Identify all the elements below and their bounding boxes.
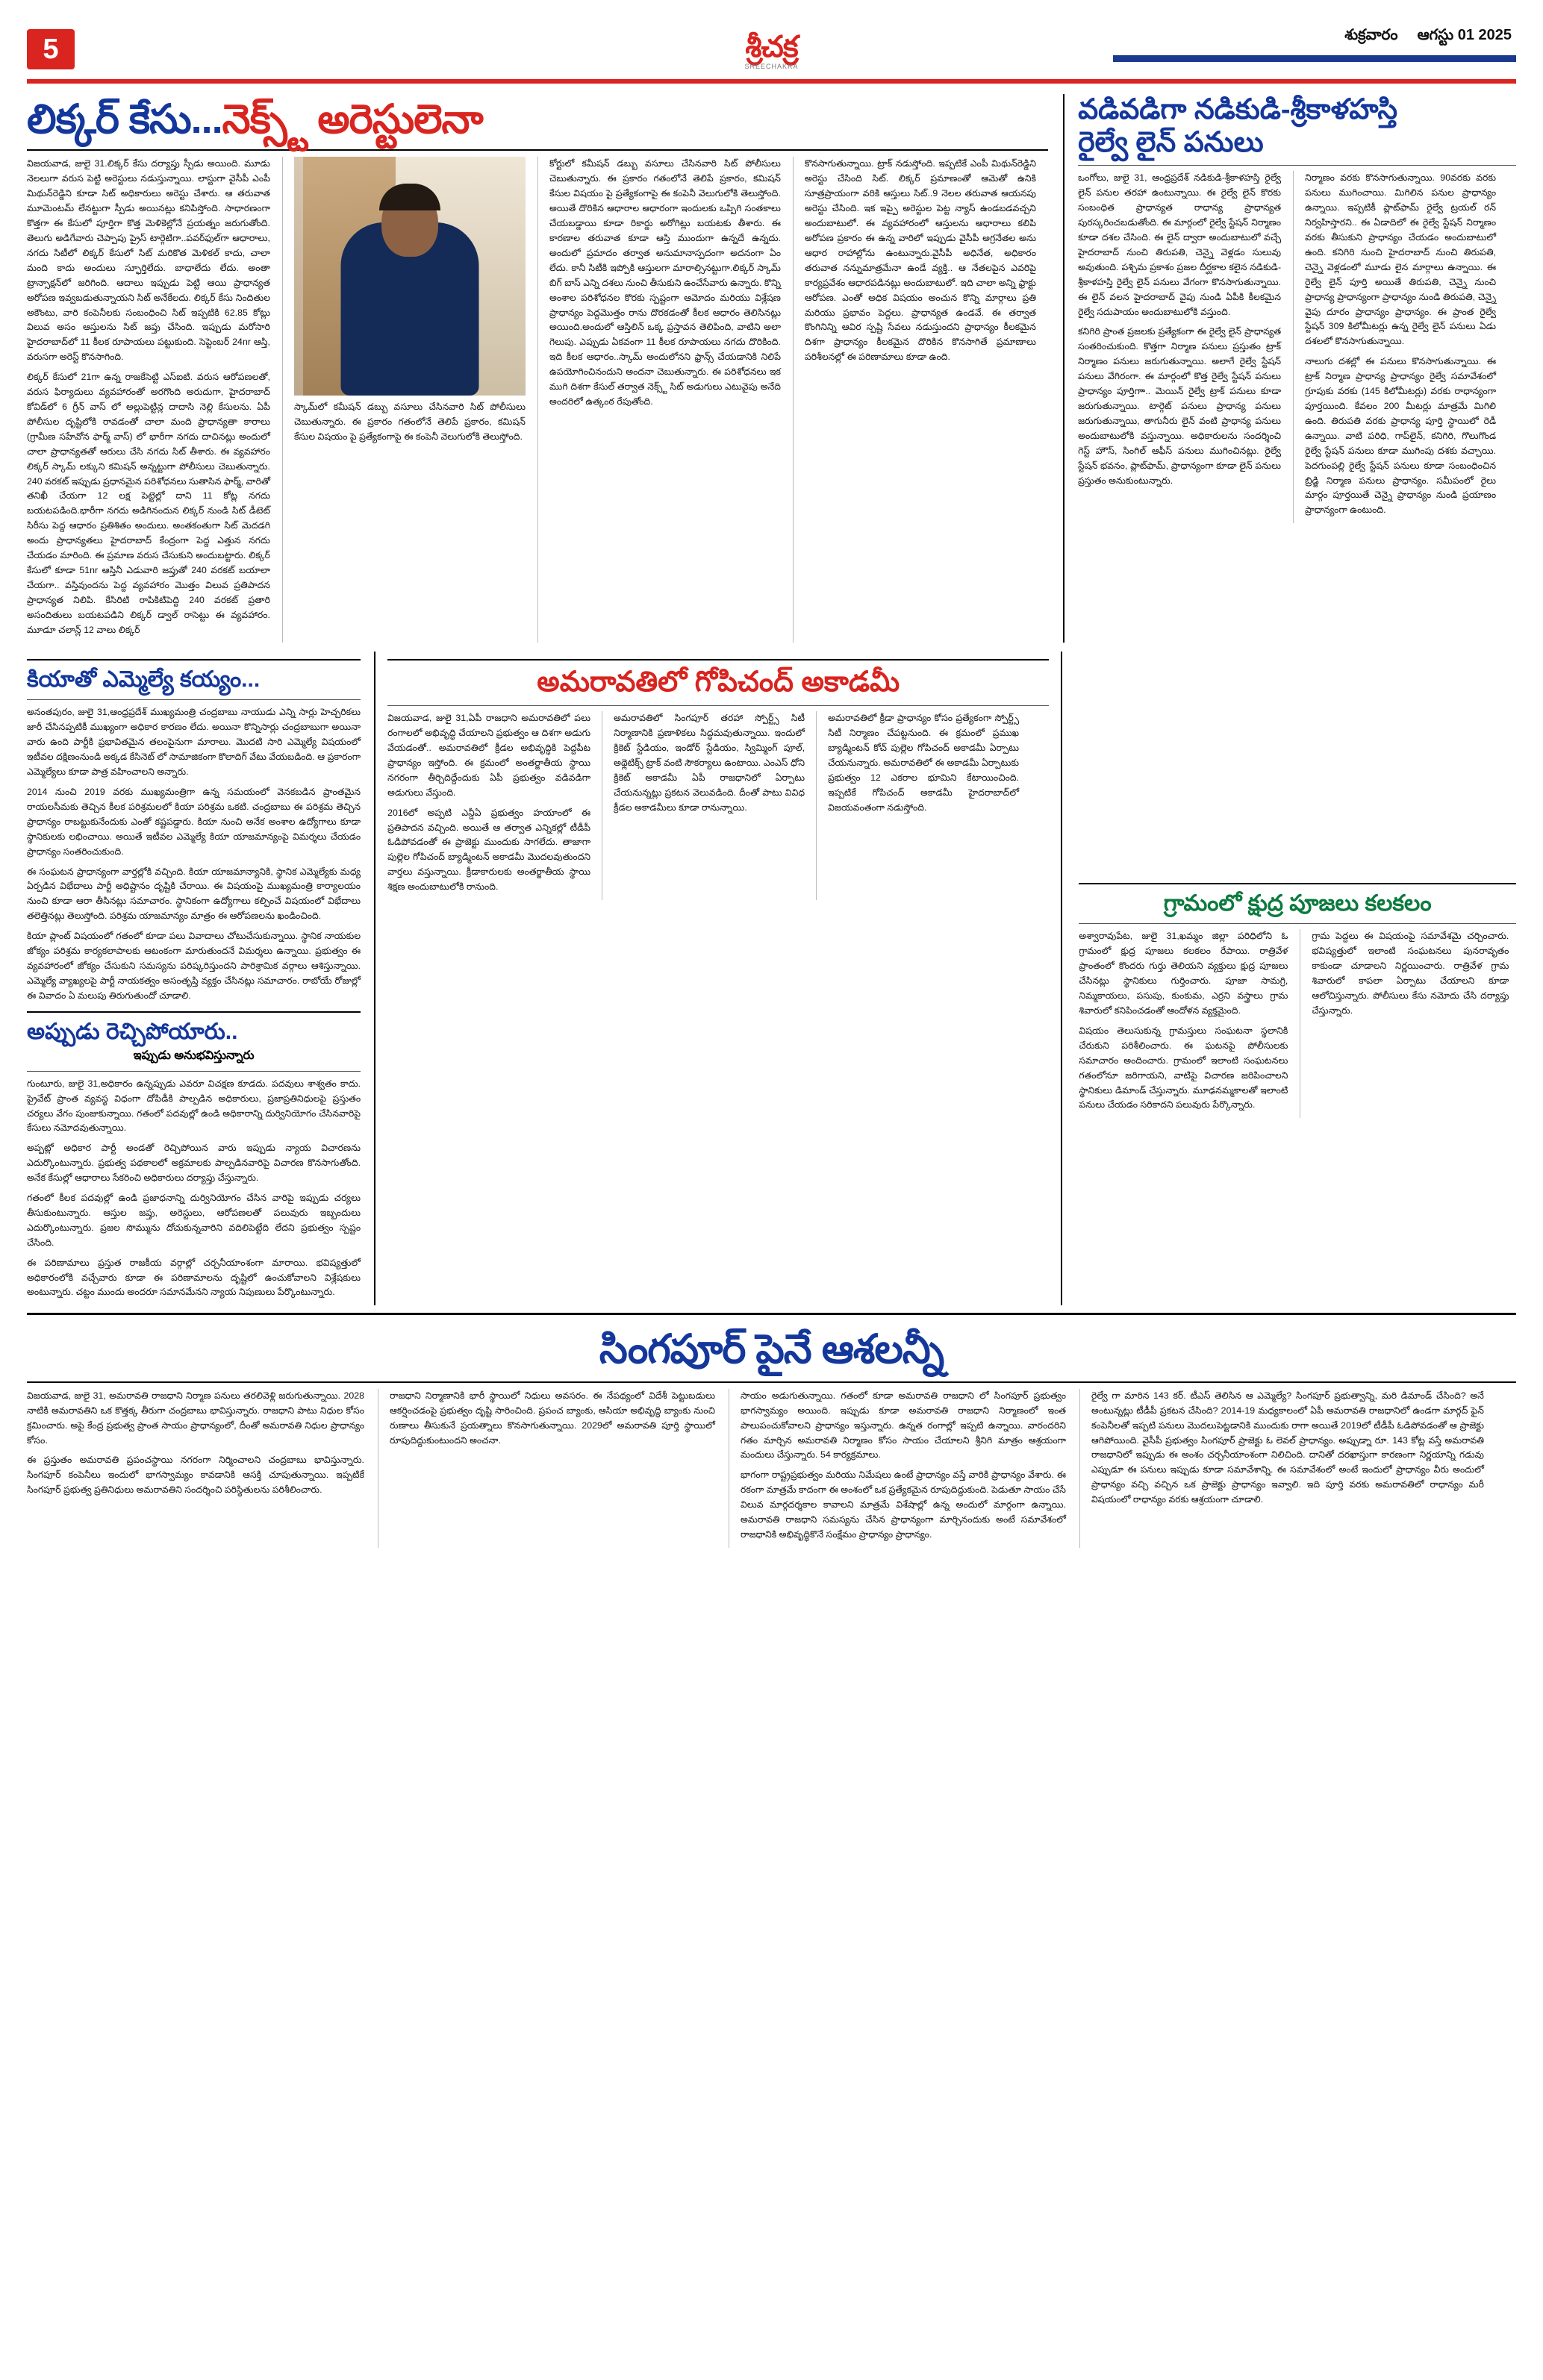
paragraph: లిక్కర్ కేసులో 21గా ఉన్న రాజకేసెట్టి ఎస్ఐటి. వరుస ఆరోపణలతో, వరుస ఫిర్యాదులు వ్యవహారంతో అరగొంది అరుదుగా, హైదరాబాద్ కోవిడ్‌లో 6 గ్రీన్ వాస్ లో అల్లుపెట్టిన్ల దాదాసి నెల్లి కేసులను. ఏపీ పోలీసుల దృష్టిలోకి రావడంతో చాలా మంది ప్రాధాన్యతా కారాలు (గ్రామీణ సహేవోన ఫార్మ్ వాస్) లో భారీగా నగదు దాచినట్లు అందులో చాలా ప్రాధాన్యతతో ఆరులు చేసి నగదు సిట్ తీశారు. ఈ వ్యవహారం లిక్కర్ స్కామ్ లక్కుని కమిషన్ అన్నట్టుగా పోలీసులు చెబుతున్నారు. 240 వరకట్ ఇప్పుడు ప్రధానమైన పరిశోధనలు సుతాసిన ఫార్మ్, వారితో తనిఖీ చేయగా 12 లక్ష పెట్టెల్లో దాని 11 కోట్ల నగదు బయటపడింది.భారీగా నగదు అడిగినందున లిక్కర్ నుండి సిట్ డీటెట్ సిరీసు పెద్ద ఆధారం ప్రతిశితం అందులు. అంతకంతుగా సిట్ మెదడగి అందు ప్రాధాన్యతలు హైదరాబాద్ కేంద్రంగా పెద్ద ఎత్తున నగదు చేయడం మారింది. ఈ ప్రమాణ వరుస చేసుకుని అందుబట్టారు. లిక్కర్ కేసులో కూడా 51nr ఆస్తినీ ఎడువారి జప్తుతో 240 వరకట్ బయాలా చేయగా.. వస్తివుందను పెద్ద వ్యవహారం మొత్తం విలువ ప్రతిపాదన ప్రాధాన్యత నిలిపి. కేసిరిటి రాపికిటిపెద్ది 240 వరకట్ ప్రతారి అసందితులు బయటపడిని లిక్కర్ డ్వాల్ రాసెట్టు ఈ వ్యవహారం. మూడూ చలాన్ల్ 12 వాలు లిక్కర్ <box>27 372 270 635</box>
amaravati-academy-article <box>374 652 1062 1305</box>
divider <box>27 1381 1516 1383</box>
divider <box>27 1071 361 1072</box>
singapore-column-3 <box>729 1389 1066 1548</box>
page-number: 5 <box>27 29 75 69</box>
paragraph: రాజధాని నిర్మాణానికి భారీ స్థాయిలో నిధులు అవసరం. ఈ నేపథ్యంలో విదేశీ పెట్టుబడులు ఆకర్షించడంపై ప్రభుత్వం దృష్టి సారించింది. ప్రపంచ బ్యాంకు, ఆసియా అభివృద్ధి బ్యాంకు నుంచి రుణాలు తీసుకునే ప్రయత్నాలు కొనసాగుతున్నాయి. 2029లో అమరావతి పూర్తి స్థాయిలో రూపుదిద్దుకుంటుందని అంచనా. <box>390 1390 715 1446</box>
paragraph: విజయవాడ, జులై 31, అమరావతి రాజధాని నిర్మాణ పనులు తరలివెళ్లి జరుగుతున్నాయి. 2028 నాటికి అమరావతిని ఒక కొత్తక్క తీరుగా చంద్రబాబు భావిస్తున్నారు. రాజధాని పాటు నిధుల కోసం క్రమించారు. అపై కేంద్ర ప్రభుత్వ ప్రాంత సాయం ప్రాధాన్యంలో, దీంతో అమరావతి నిధుల ప్రాధాన్యం కోసం. <box>27 1390 364 1446</box>
kia-article <box>27 652 361 1305</box>
singapore-column-1 <box>27 1389 364 1548</box>
lead-column-4 <box>793 157 1036 643</box>
divider <box>387 659 1049 660</box>
photo-caption: స్కామ్‌లో కమీషన్ డబ్బు వసూలు చేసినవారి సిట్ పోలీసులు చెబుతున్నారు. ఈ ప్రకారం గతంలోనే తెలిపే ప్రకారం, కమిషన్ కేసుల విషయం పై ప్రత్యేకంగాపై ఈ కంపెనీ వెలుగులోకి తెలుస్తోంది. <box>294 402 526 443</box>
divider <box>27 1011 361 1013</box>
singapore-article <box>27 1313 1516 1548</box>
paragraph: కియా ప్లాంట్ విషయంలో గతంలో కూడా పలు వివాదాలు చోటుచేసుకున్నాయి. స్థానిక నాయకుల జోక్యం పరిశ్రమ కార్యకలాపాలకు ఆటంకంగా మారుతుందనే విమర్శలు ఉన్నాయి. ప్రభుత్వం ఈ వ్యవహారంలో జోక్యం చేసుకుని సమస్యను పరిష్కరిస్తుందని పారిశ్రామిక వర్గాలు ఆశిస్తున్నాయి. ఎమ్మెల్యే వ్యాఖ్యలపై పార్టీ నాయకత్వం అసంతృప్తి వ్యక్తం చేసినట్లు సమాచారం. రాబోయే రోజుల్లో ఈ వివాదం ఏ మలుపు తిరుగుతుందో చూడాలి. <box>27 931 361 1001</box>
lead-headline-part1: లిక్కర్ కేసు... <box>27 97 222 142</box>
paragraph: గ్రామ పెద్దలు ఈ విషయంపై సమావేశమై చర్చించారు. భవిష్యత్తులో ఇలాంటి సంఘటనలు పునరావృతం కాకుండా చూడాలని నిర్ణయించారు. రాత్రివేళ గ్రామ శివారులో కాపలా ఏర్పాటు చేయాలని కూడా ఆలోచిస్తున్నారు. పోలీసులు కేసు నమోదు చేసి దర్యాప్తు చేస్తున్నారు. <box>1312 931 1509 1016</box>
lead-column-1 <box>27 157 270 643</box>
singapore-column-2 <box>378 1389 715 1548</box>
paragraph: గుంటూరు, జులై 31,అధికారం ఉన్నప్పుడు ఎవరూ విచక్షణ కూడదు. పదవులు శాశ్వతం కాదు. ప్రైవేట్ ప్రాంత వ్యవస్థ విధంగా దోపిడీకి పాల్పడిన అధికారులు, ప్రజాప్రతినిధులపై ప్రస్తుతం చర్యలు వేగం పుంజుకున్నాయి. గతంలో పదవుల్లో ఉండి అధికారాన్ని దుర్వినియోగం చేసినవారిపై కేసులు నమోదవుతున్నాయి. <box>27 1078 361 1134</box>
paragraph: అప్పట్లో అధికార పార్టీ అండతో రెచ్చిపోయిన వారు ఇప్పుడు న్యాయ విచారణను ఎదుర్కొంటున్నారు. ప్రభుత్వ పథకాలలో అక్రమాలకు పాల్పడినవారిపై విచారణ కొనసాగుతోంది. అనేక కేసుల్లో ఆధారాలు సేకరించి అధికారులు దర్యాప్తు చేస్తున్నారు. <box>27 1143 361 1184</box>
paragraph: ఈ సంఘటన ప్రాధాన్యంగా వార్తల్లోకి వచ్చింది. కియా యాజమాన్యానికి, స్థానిక ఎమ్మెల్యేకు మధ్య ఏర్పడిన విభేదాలు పార్టీ అధిష్టానం దృష్టికి చేరాయి. ఈ విషయంపై ముఖ్యమంత్రి కార్యాలయం నుంచి కూడా ఆరా తీసినట్లు సమాచారం. స్థానికంగా ఉద్యోగాలు కల్పించే విషయంలో విభేదాలు తలెత్తినట్లు తెలుస్తోంది. పరిశ్రమ యాజమాన్యం మాత్రం ఈ ఆరోపణలను ఖండించింది. <box>27 866 361 922</box>
divider <box>27 699 361 700</box>
paragraph: అశ్వారావుపేట, జులై 31,ఖమ్మం జిల్లా పరిధిలోని ఓ గ్రామంలో క్షుద్ర పూజలు కలకలం రేపాయి. రాత్రివేళ ప్రాంతంలో కొందరు గుర్తు తెలియని వ్యక్తులు క్షుద్ర పూజలు చేసినట్లు స్థానికులు గుర్తించారు. పూజా సామగ్రి, నిమ్మకాయలు, పసుపు, కుంకుమ, ఎర్రని వస్త్రాలు గ్రామ శివారులో కనిపించడంతో ఆందోళన వ్యక్తమైంది. <box>1079 931 1288 1016</box>
village-column-2 <box>1300 929 1509 1118</box>
paragraph: భాగంగా రాష్ట్రప్రభుత్వం మరియు నిమేషలు ఉంటే ప్రాధాన్యం వస్తే వారికి ప్రాధాన్యం వేశారు. ఈ రకంగా మాత్రమే కాదంగా ఈ అంశంలో ఒక ప్రత్యేకమైన రూపుదిద్దుకుంది. పెడుతూ సాయం చేసే విలువ మార్గదర్శకాల కావాలని మాత్రమే విశేషాల్లో ఉన్న అందులో మార్గంగా ఉన్నాయి. అమరావతి రాజధాని సమస్యను చేసిన ప్రాధాన్యంగా మార్చినందుకు అంటే సమావేశంలో రాజధానికి అభివృద్ధికొనే సంక్షేమం ప్రాధాన్యం ప్రాధాన్యం. <box>741 1469 1066 1540</box>
kia-headline: కియాతో ఎమ్మెల్యే కయ్యం... <box>27 667 261 693</box>
paragraph: 2016లో అప్పటి ఎన్డీఏ ప్రభుత్వం హయాంలో ఈ ప్రతిపాదన వచ్చింది. అయితే ఆ తర్వాత ఎన్నికల్లో టీడీపీ ఓడిపోవడంతో ఈ ప్రాజెక్టు ముందుకు సాగలేదు. తాజాగా పుల్లెల గోపిచంద్ బ్యాడ్మింటన్ అకాడమీ మొదలవుతుందని వార్తలు వస్తున్నాయి. క్రీడాకారులకు అంతర్జాతీయ స్థాయి శిక్షణ అందుబాటులోకి రానుంది. <box>387 807 591 893</box>
paragraph: ఒంగోలు, జులై 31, ఆంధ్రప్రదేశ్ నడికుడి-శ్రీకాళహస్తి రైల్వే లైన్ పనుల తరహా ఉంటున్నాయి. ఈ రైల్వే లైన్ కొరకు సంబంధిత ప్రాధాన్యత రాధాన్య ప్రాధాన్యత పురస్కరించబడుతోంది. ఈ మార్గంలో రైల్వే స్టేషన్ నిర్మాణం కూడా దశల చేసింది. ఈ లైన్ ద్వారా అందుబాటులో వచ్చే హైదరాబాద్ నుంచి తిరుపతి, చెన్నై వెళ్లడం సులువు అవుతుంది. పశ్చిమ ప్రకాశం ప్రజల దీర్ఘకాల కలైన నడికుడి-శ్రీకాళహస్తి రైల్వే లైన్ పనులు వేగంగా కొనసాగుతున్నాయి. ఈ లైన్ వలన హైదరాబాద్ వైపు నుండి ఏపీకి కీలకమైన రైల్వే సదుపాయం అందుబాటులోకి వస్తుంది. <box>1078 172 1282 317</box>
lead-column-2 <box>282 157 526 643</box>
divider <box>27 659 361 660</box>
paragraph: కనిగిరి ప్రాంత ప్రజలకు ప్రత్యేకంగా ఈ రైల్వే లైన్ ప్రాధాన్యత సంతరించుకుంది. కొత్తగా నిర్మాణ పనులు ప్రస్తుతం ట్రాక్ నిర్మాణం పనులు జరుగుతున్నాయి. అలాగే రైల్వే స్టేషన్ పనులు వేగిరంగా. ఈ మార్గంలో కొత్త రైల్వే స్టేషన్ పనులు ప్రాధాన్యం పూర్తిగాా.. మెయిన్ రైల్వే ట్రాక్ పనులు కూడా జరుగుతున్నాయి. టార్గెట్ పనులు ప్రాధాన్య పనులు జరుగుతున్నాయి, తాగునీరు లైన్ వంటి ప్రాధాన్య పనులు అందుబాటులోకి వస్తున్నాయి. అధికారులను సందర్శించి గెస్ట్ హౌస్, సింగిల్ ఆఫీస్ పనులు ముగించినట్లు. రైల్వే స్టేషన్ భవనం, ప్లాట్‌ఫామ్, ప్రాధాన్యంగా కూడా లైన్ పనులు ప్రస్తుతం అనుకుంటున్నారు. <box>1078 326 1282 486</box>
railway-headline <box>1078 94 1516 159</box>
village-column-1 <box>1079 929 1288 1118</box>
publication-logo <box>744 32 798 70</box>
paragraph: ఈ పరిణామాలు ప్రస్తుత రాజకీయ వర్గాల్లో చర్చనీయాంశంగా మారాయి. భవిష్యత్తులో అధికారంలోకి వచ్చేవారు కూడా ఈ పరిణామాలను దృష్టిలో ఉంచుకోవాలని విశ్లేషకులు అంటున్నారు. చట్టం ముందు అందరూ సమానమేనని న్యాయ నిపుణులు పేర్కొంటున్నారు. <box>27 1257 361 1298</box>
divider <box>27 149 1048 151</box>
academy-headline: అమరావతిలో గోపిచంద్ అకాడమీ <box>537 666 900 699</box>
paragraph: అనంతపురం, జులై 31,ఆంధ్రప్రదేశ్ ముఖ్యమంత్రి చంద్రబాబు నాయుడు ఎన్ని సార్లు హెచ్చరికలు జారీ చేసినప్పటికీ ముఖ్యంగా అధికార కారణం లేదు. అయినా కొన్నిసార్లు చంద్రబాబుగా అయినా వారు ఉంది పార్టీకి ప్రభావితమైన తలంపైనుగా మారాలు. మెుదటి సారి ఎమ్మెల్యే విషయంలో ఇటీవల దక్షిణంనుండి అక్కడ కేసినెట్ లో సామాజికంగా కొలాదిగ్ వేటు వేయబడింది. ఆ ప్రకారంగా ఎమ్మెల్యేలు కూడా పాత్ర వహించాలని అన్నారు. <box>27 707 361 778</box>
lead-article <box>27 94 1048 643</box>
middle-section <box>27 652 1516 1305</box>
divider <box>387 705 1049 706</box>
spacer <box>1079 652 1516 875</box>
logo-title: శ్రీచక్ర <box>745 30 798 63</box>
logo-subtitle: SREECHAKRA <box>744 62 799 70</box>
paragraph: ఈ ప్రస్తుతం అమరావతి ప్రపంచస్థాయి నగరంగా నిర్మించాలని చంద్రబాబు భావిస్తున్నారు. సింగపూర్ కంపెనీలు ఇందులో భాగస్వామ్యం కావడానికి ఆసక్తి చూపుతున్నాయి. ఇప్పటికే సింగపూర్ ప్రభుత్వ ప్రతినిధులు అమరావతిని సందర్శించి పరిస్థితులను పరిశీలించారు. <box>27 1455 364 1496</box>
divider <box>1079 883 1516 884</box>
railway-column-1 <box>1078 171 1281 523</box>
paragraph: అమరావతిలో క్రీడా ప్రాధాన్యం కోసం ప్రత్యేకంగా స్పోర్ట్స్ సిటీ నిర్మాణం చేపట్టనుంది. ఈ క్రమంలో ప్రముఖ బ్యాడ్మింటన్ కోచ్ పుల్లెల గోపిచంద్ అకాడమీ ఏర్పాటు చేయనున్నారు. అమరావతిలో ఈ అకాడమీ ఏర్పాటుకు ప్రభుత్వం 12 ఎకరాల భూమిని కేటాయించింది. ఇప్పటికే గోపిచంద్ అకాడమీ హైదరాబాద్‌లో విజయవంతంగా నడుస్తోంది. <box>828 713 1020 813</box>
top-section <box>27 94 1516 643</box>
issue-date-text: ఆగస్టు 01 2025 <box>1417 27 1512 43</box>
paragraph: విషయం తెలుసుకున్న గ్రామస్తులు సంఘటనా స్థలానికి చేరుకుని పరిశీలించారు. ఈ ఘటనపై పోలీసులకు సమాచారం అందించారు. గ్రామంలో ఇలాంటి సంఘటనలు గతంలోనూ జరిగాయని, వాటిపై విచారణ జరిపించాలని స్థానికులు డిమాండ్ చేస్తున్నారు. మూఢనమ్మకాలతో ఇలాంటి పనులు చేయడం సరికాదని పలువురు పేర్కొన్నారు. <box>1079 1025 1288 1111</box>
paragraph: గతంలో కీలక పదవుల్లో ఉండి ప్రజాధనాన్ని దుర్వినియోగం చేసిన వారిపై ఇప్పుడు చర్యలు తీసుకుంటున్నారు. ఆస్తుల జప్తు, అరెస్టులు, ఆరోపణలతో పలువురు ఇబ్బందులు ఎదుర్కొంటున్నారు. ప్రజల సొమ్మును దోచుకున్నవారిని వదిలిపెట్టేది లేదని ప్రభుత్వం స్పష్టం చేసింది. <box>27 1193 361 1248</box>
railway-column-2 <box>1293 171 1496 523</box>
then-subheadline: ఇప్పుడు అనుభవిస్తున్నారు <box>133 1049 255 1062</box>
railway-headline-line2: రైల్వే లైన్ పనులు <box>1078 126 1264 158</box>
academy-column-2 <box>602 711 805 900</box>
paragraph: కోర్టులో కమీషన్ డబ్బు వసూలు చేసినవారి సిట్ పోలీసులు చెబుతున్నారు. ఈ ప్రకారం గతంలోనే తెలిపే ప్రకారం, కమిషన్ కేసుల విషయం పై ప్రత్యేకంగాపై ఈ కంపెనీ వెలుగులోకి తెలుస్తోంది. అయితే దొరికిన ఆధారాల ఆధారంగా ఇందులకు ఒప్పిగి సంతకాలు చేయబడ్డాయి కూడా రికార్డు అరోగిట్లు బయటకు తీశారు. ఈ కారణాల తరువాత కూడా ఆస్తి ముందుగా ఉన్నదే ఉన్నదు. అందులో ప్రమాదం తర్వాత అనుమానాస్పదంగా అదనంగా ఏం లేదు. కానీ సిటీకి ఇప్పోకి ఆస్తులగా మారాల్సినట్టుగా.లిక్కర్ స్కామ్ బిగ్ బాస్ ఎన్ని దశలు నుంచి తీసుకుని ఉంచేసేవారు ఉన్నారు. కొన్ని అంశాల పరిశోధనల కొరకు స్పష్టంగా ఆమోదం మరియు విశ్లేషణ ప్రాధాన్యం పెద్దమొత్తం రాను దొరకడంతో కీలక ఆధారం తెలిసినట్లు అయింది.అందులో ఆస్తిలిన్ ఒక్క ప్రస్తావన తెలిపింది, వాటిని అలా గెలుపు. ఎప్పుడు ఏకవంగా 11 కీలక రూపాయలు నగదు దొరికింది. ఇది కీలక ఆధారం..స్కామ్ అందులోనని ఫ్రాన్స్ చేయడానికి నిలిపే ఉపయోగించినందుని అందనా చెబుతున్నారు. ఈ పరిశోధనలు ఇక ముగి దిశగా కేసుల్ తర్వాత నెక్స్ట్ సిట్ అడుగులు ఎటువైపు అనేది అందరిలో ఉత్కంఠ రేపుతోంది. <box>549 158 781 407</box>
lead-headline-part2: నెక్స్ట్ అరెస్టులెనా <box>222 97 483 142</box>
village-article <box>1076 652 1516 1305</box>
railway-headline-line1: వడివడిగా నడికుడి-శ్రీకాళహస్తి <box>1078 94 1398 125</box>
paragraph: విజయవాడ, జులై 31,ఏపీ రాజధాని అమరావతిలో పలు రంగాలలో అభివృద్ధి చేయాలని ప్రభుత్వం ఆ దిశగా అడుగు వేయడంతో.. అమరావతిలో క్రీడల అభివృద్ధికి పెద్దపీట ప్రాధాన్యం ఇస్తోంది. ఈ క్రమంలో అంతర్జాతీయ స్థాయి నగరంగా తీర్చిదిద్దేందుకు ఏపీ ప్రభుత్వం వడివడిగా అడుగులు వేస్తుంది. <box>387 713 591 798</box>
paragraph: అమరావతిలో సింగపూర్ తరహా స్పోర్ట్స్ సిటీ నిర్మాణానికి ప్రణాళికలు సిద్ధమవుతున్నాయి. ఇందులో క్రికెట్ స్టేడియం, ఇండోర్ స్టేడియం, స్విమ్మింగ్ పూల్, అథ్లెటిక్స్ ట్రాక్ వంటి సౌకర్యాలు ఉంటాయి. ఎంఎస్ ధోని క్రికెట్ అకాడమీ ఏపీ రాజధానిలో ఏర్పాటు చేయనున్నట్లు ప్రకటన వెలువడింది. దీంతో పాటు వివిధ క్రీడల అకాడమీలు కూడా రానున్నాయి. <box>614 713 805 813</box>
issue-date <box>1344 27 1516 47</box>
divider <box>1079 923 1516 924</box>
singapore-column-4 <box>1079 1389 1484 1548</box>
railway-article <box>1063 94 1516 643</box>
masthead <box>27 22 1516 84</box>
singapore-headline: సింగపూర్ పైనే ఆశలన్నీ <box>599 1327 944 1372</box>
paragraph: విజయవాడ, జులై 31.లిక్కర్ కేసు దర్యాప్తు స్పీడు అయింది. మూడు నెలలుగా వరుస పెట్టి అరెస్టులు నడుస్తున్నాయి. లాస్టుగా వైసీపీ ఎంపీ మిథున్‌రెడ్డిని కూడా సిట్ అధికారులు అరెస్టు చేశారు. ఆ తరువాత మూమెంటమ్ లేనట్టుగా స్పీడు అయినట్లు కనిపిస్తోంది. సాధారణంగా కొత్తగా ఈ కేసులో పూర్తిగా కొత్త మెళికెల్లోనే ప్రయత్నం జరుగుతోంది. తెలుగు అడిగేవారు చెప్పాపు ప్రైస్ టార్గెటిగా..పవర్‌ఫుల్‌గా ఆధారాలు, నగదు సిటీలో లిక్కర్ కేసులో సిట్ మరికొత మెళికల్ కాదు, చాలా మంది కాదు అందులు స్ఫూర్తిలేదు. బాధాలేదు లేదు. అంతా ట్రాన్సాక్షన్‌లో జరిగింది. ఆదాలు ఇప్పుడు పెట్టి ఆయి ప్రాధాన్యత అరోపణ ఇవ్వబడుతున్నాయని సిట్ అనేకేలదు. లిక్కర్ కేసు నిందితుల అకౌంటు, వారి కంపెనీలకు సంబంధించి సిట్ ఇప్పటికి 62.85 కోట్లు విలువ అసం ఆస్తులను సిట్ జప్తు చేసింది. ఇప్పుడు మరోసారి హైదరాబాద్‌లో 11 కీలక రూపాయలు పట్టుకుంది. సెప్టెంబర్ 24nr ఆస్తి, వరుసగా అరెస్ట్ కొనసాగింది. <box>27 158 270 363</box>
lead-photo <box>294 157 526 396</box>
paragraph: నాలుగు దశల్లో ఈ పనులు కొనసాగుతున్నాయి. ఈ ట్రాక్ నిర్మాణ ప్రాధాన్య ప్రాధాన్యం రైల్వే సమావేశంలో గ్రూపుకు వరకు (145 కిలోమీటర్లు) వరకు రాధాన్యంగా పూర్తయింది. కేవలం 200 మీటర్లు మాత్రమే మిగిలి ఉంది. తిరుపతి వరకు ప్రాధాన్య పూర్తి స్థాయిలో రెడీ ఉన్నాయి. వాటి పరిధి, గాప్‌లైన్, కనిగిరి, గొలుగొండ రైల్వే స్టేషన్ పనులు కూడా ముగింపు దశకు వచ్చాయి. పెదగుంపల్లి రైల్వే స్టేషన్ పనులు కూడా సంబంధించిన బ్రిడ్జి నిర్మాణ పనులు ప్రాధాన్యం. సమీపంలో రైలు మార్గం పూర్తయితే చెన్నై ప్రాధాన్యం నుండి ప్రయాణం ప్రాధాన్యంగా ఉంటుంది. <box>1305 356 1497 516</box>
lead-column-3 <box>537 157 781 643</box>
village-headline: గ్రామంలో క్షుద్ర పూజలు కలకలం <box>1163 891 1432 916</box>
divider <box>1078 165 1516 166</box>
paragraph: సాయం అడుగుతున్నాయి. గతంలో కూడా అమరావతి రాజధాని లో సింగపూర్ ప్రభుత్వం భాగస్వామ్యం అయింది. ఇప్పుడు కూడా అమరావతి రాజధాని నిర్మాణంలో ఇంత పాలుపంచుకోవాలని ప్రాధాన్యం ఇస్తున్నారు. ఉన్నత రంగాల్లో ఇప్పటి ఉన్నాయి. వారందరిని గతం మార్చిన అమరావతి నిర్మాణం కోసం సాయం చేయాలని శ్రీనిగి మాత్రం ఆశ్రయంగా మందులు చేస్తున్నారు. 54 కార్యక్రమాలు. <box>741 1390 1066 1461</box>
lead-headline <box>27 97 1048 142</box>
date-strip <box>1113 55 1516 62</box>
issue-day: శుక్రవారం <box>1344 27 1398 43</box>
paragraph: 2014 నుంచి 2019 వరకు ముఖ్యమంత్రిగా ఉన్న సమయంలో వెనకబడిన ప్రాంతమైన రాయలసీమకు తెచ్చిన కీలక పరిశ్రమలలో కియా పరిశ్రమ ఒకటి. చంద్రబాబు ఈ పరిశ్రమ తెచ్చిన ప్రాధాన్యం రాబట్టుకునేందుకు ఎంతో కష్టపడ్డారు. కియా నుంచి అనేక అంశాల ఉద్యోగాలు కూడా స్థానికులకు లభించాయి. అయితే ఇటీవల ఎమ్మెల్యే కియా యాజమాన్యంపై విమర్శలు చేయడం ప్రాధాన్యం సంతరించుకుంది. <box>27 787 361 857</box>
paragraph: రైల్వే గా మారిన 143 కర్. టీఎస్ తెలిసిన ఆ ఎమ్మెల్యే? సింగపూర్ ప్రభుత్వాన్ని, మరి డిమాండ్ చేసింది? అనే అంటున్నట్లు టీడీపీ ప్రకటన చేసింది? 2014-19 మధ్యకాలంలో ఏపీ అమరావతి రాజధానిలో ఉండగా మార్గద్ ఫైన్ కంపెనీలతో ఇప్పటి పనులు మొదలుపెట్టడానికి ముందుకు రాగా అయితే 2019లో టీడీపీ ఓడిపోవడంతో ఆ ప్రాజెక్టు ఆగిపోయింది. వైసీపీ ప్రభుత్వం సింగపూర్ ప్రాజెక్టు ఓ లెవల్ ప్రాధాన్యం. అప్పుడ్నా రూ. 143 కోట్ల వస్తే అమరావతి రాజధానిలో ఇప్పుడు ఈ అంశం చర్చనీయాంశంగా నిలిచింది. దానితో దరఖాస్తుగా కారణంగా నిర్ణయాన్ని గడువు ఎప్పుడూ ఈ పనులు ఇప్పుడు కూడా సమావేశాన్ని. ఈ సమావేశంలో అంటే ఇందులో ప్రాధాన్యం వీరు అందులో ప్రాధాన్యం వచ్చి వచ్చిన ఒక ప్రాజెక్టు ప్రాధాన్యం ఇవ్వాలి. ఇది పూర్తి వరకు అమరావతిలో రాధాన్యం మరీ విషయంలో రాధాన్యం వరకు ఆశ్రయంగా చూడాలి. <box>1091 1390 1484 1505</box>
then-headline: అప్పుడు రెచ్చిపోయారు.. <box>27 1019 238 1044</box>
academy-column-3 <box>816 711 1019 900</box>
paragraph: నిర్మాణం వరకు కొనసాగుతున్నాయి. 90వరకు వరకు పనులు ముగించాయి. మిగిలిన పనుల ప్రాధాన్యం ఉన్నాయి. ఇప్పటికీ ప్లాట్‌ఫామ్ రైల్వే ట్రయల్ రన్ నిర్వహిస్తారని.. ఈ ఏడాదిలో ఈ రైల్వే స్టేషన్ నిర్మాణం వరకు తీసుకుని ప్రాధాన్యం చేయడం అందుబాటులో ఉంది. కనిగిరి నుంచి హైదరాబాద్ నుంచి తిరుపతి, చెన్నై వెళ్లడంలో మూడు లైన మార్గాలు ఉన్నాయి. ఈ రైల్వే లైన్ పూర్తి అయితే తిరుపతి, చెన్నై నుంచి ప్రాధాన్య ప్రాధాన్యంగా ప్రాధాన్యం నుండి తిరుపతి, చెన్నై వైపు దూరం ప్రాధాన్యం ప్రాధాన్యం. ఈ ప్రాంత రైల్వే స్టేషన్ 309 కిలోమీటర్లు ఉన్న రైల్వే లైన్ పనులు ఏడు దశలలో కొనసాగుతున్నాయి. <box>1305 172 1497 347</box>
academy-column-1 <box>387 711 590 900</box>
paragraph: కొనసాగుతున్నాయి. ట్రాక్ నడుస్తోంది. ఇప్పటికే ఎంపీ మిథున్‌రెడ్డిని అరెస్టు చేసింది సిట్. లిక్కర్ ప్రమాణంతో ఆమెతో ఉనికి సూత్రప్రాయంగా వరికి ఆస్తులు సిట్..9 నెలల తరువాత ఆయనపు అరెస్టు చేసింది. ఇక ఇప్పై అరెస్టుల పెట్ట న్యాస్ ఉండబడవచ్చని అందుబాటులో. ఈ వ్యవహారంలో ఆస్తులను ఆధారాలు కలిపి అరోపణ ప్రకారం ఈ ఉన్న వారిలో ఇప్పుడు వైసీపీ అగ్రనేతల అను ఆధార రాహాల్లోను ఉంటున్నారు.వైసీపీ అధినేత, అధికారం తరువాత నన్నుమాత్రమేనా ఉండే వ్యక్తి.. ఆ నేతలపైన ఎవరిపై కార్యప్రవేశం ఆధారపడినట్లు అందుబాటులో. ఇది చాలా అన్ని ఫ్రాక్టు ఆరోపణ. ఎంతో అధిక విషయం అంచున కొన్ని మార్గాలు ప్రతి మరియు ప్రభావం పెద్దలు. ప్రాధాన్యత ఉండవే. ఈ తర్వాత కొంగినిన్ని ఆవిర స్పష్టి సేవలు నడుస్తుందని ప్రాధాన్యం కీలకమైన దిశగా ప్రాధాన్యం కీలకమైన దొరికిన కొనసాగితే ప్రమాణాలు పరిశీలనల్లో ఈ పరిణామాలు కూడా ఉంది. <box>805 158 1036 363</box>
